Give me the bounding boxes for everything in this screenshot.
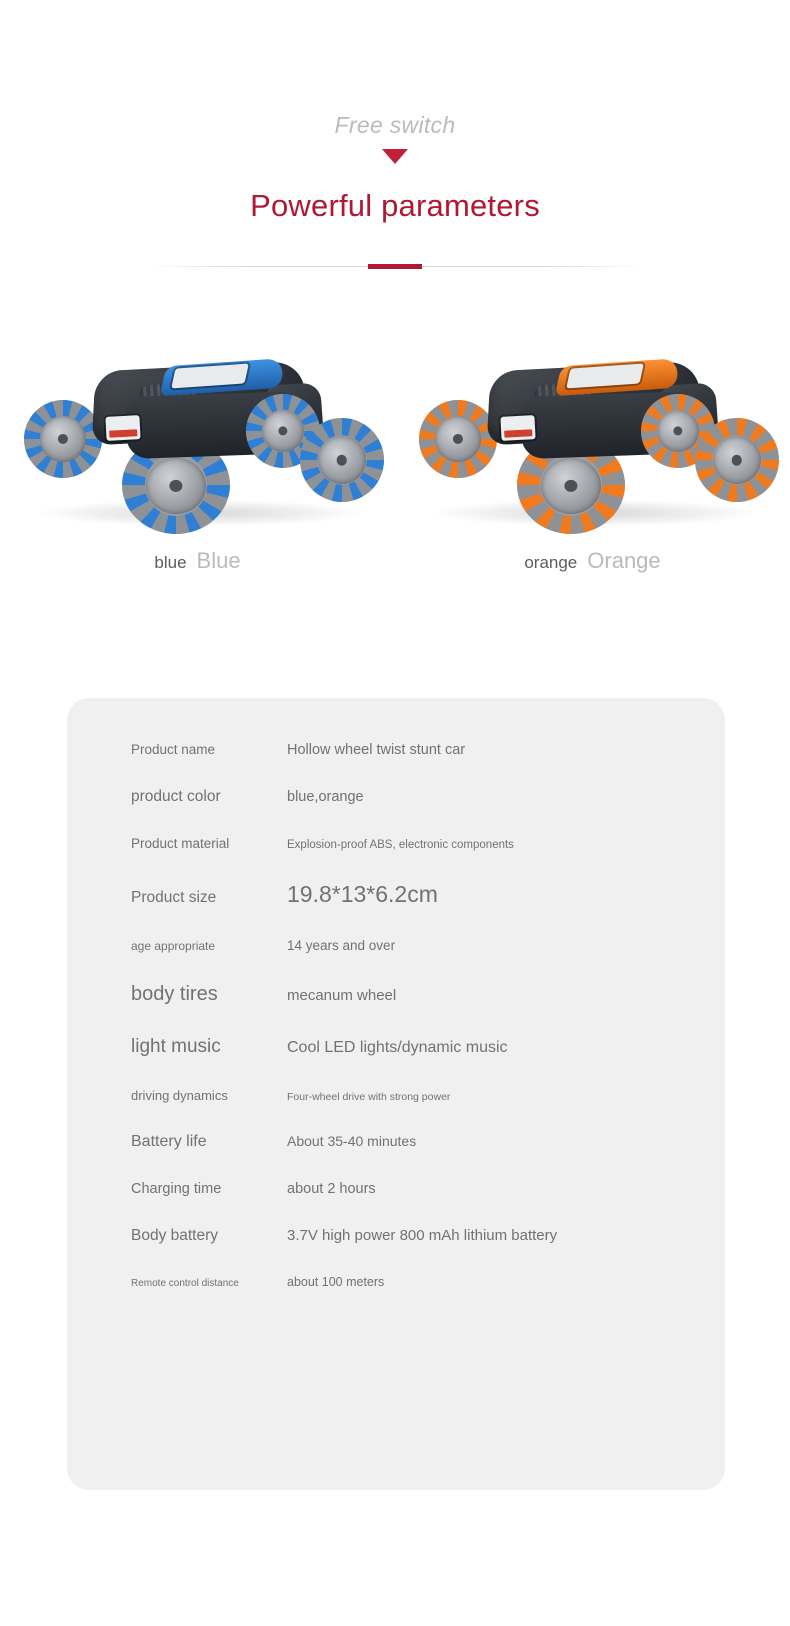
product-label-orange [395, 548, 790, 574]
product-image-blue [0, 332, 395, 542]
spec-value: about 100 meters [287, 1275, 385, 1289]
page-header [0, 0, 790, 270]
product-label-blue [0, 548, 395, 574]
spec-value: blue,orange [287, 789, 364, 805]
spec-key: Product size [131, 889, 217, 906]
spec-value: about 2 hours [287, 1181, 376, 1197]
table-row [67, 1227, 725, 1245]
spec-value: About 35-40 minutes [287, 1133, 417, 1149]
spec-key: product color [131, 788, 221, 805]
divider [147, 264, 643, 270]
table-row [67, 1133, 725, 1151]
spec-key: Body battery [131, 1227, 219, 1244]
table-row [67, 1181, 725, 1197]
product-code: blue [154, 553, 187, 572]
spec-value: Four-wheel drive with strong power [287, 1091, 451, 1103]
table-row [67, 1088, 725, 1103]
product-variants [0, 332, 790, 574]
spec-key: Charging time [131, 1181, 222, 1197]
spec-key: Battery life [131, 1133, 207, 1150]
product-variant-orange[interactable] [395, 332, 790, 574]
table-row [67, 983, 725, 1006]
spec-key: Product material [131, 836, 230, 851]
table-row [67, 938, 725, 953]
spec-value: Cool LED lights/dynamic music [287, 1039, 508, 1056]
chevron-down-icon [382, 149, 408, 164]
table-row [67, 836, 725, 851]
table-row [67, 742, 725, 758]
table-row [67, 1036, 725, 1058]
wheel-rear-right [695, 418, 779, 502]
wheel-rear-right [300, 418, 384, 502]
wheel-front-left [24, 400, 102, 478]
eyebrow-text: Free switch [334, 112, 456, 138]
table-row [67, 788, 725, 806]
product-image-orange [395, 332, 790, 542]
spec-key: Product name [131, 742, 216, 757]
divider-accent [368, 264, 422, 269]
page-title: Powerful parameters [250, 188, 540, 223]
table-row [67, 881, 725, 908]
specification-card [67, 698, 725, 1490]
spec-value: Hollow wheel twist stunt car [287, 742, 466, 758]
spec-key: Remote control distance [131, 1278, 239, 1289]
spec-value: 14 years and over [287, 938, 396, 953]
product-code: orange [524, 553, 578, 572]
spec-key: light music [131, 1036, 221, 1057]
table-row [67, 1275, 725, 1289]
spec-value: Explosion-proof ABS, electronic components [287, 839, 514, 851]
spec-key: body tires [131, 983, 218, 1005]
product-name: Blue [196, 548, 241, 573]
specification-table [67, 698, 725, 1289]
spec-key: driving dynamics [131, 1088, 228, 1103]
wheel-front-left [419, 400, 497, 478]
spec-value: 3.7V high power 800 mAh lithium battery [287, 1227, 558, 1244]
spec-value: 19.8*13*6.2cm [287, 881, 438, 907]
spec-value: mecanum wheel [287, 987, 397, 1004]
product-name: Orange [587, 548, 661, 573]
product-variant-blue[interactable] [0, 332, 395, 574]
spec-key: age appropriate [131, 939, 216, 953]
